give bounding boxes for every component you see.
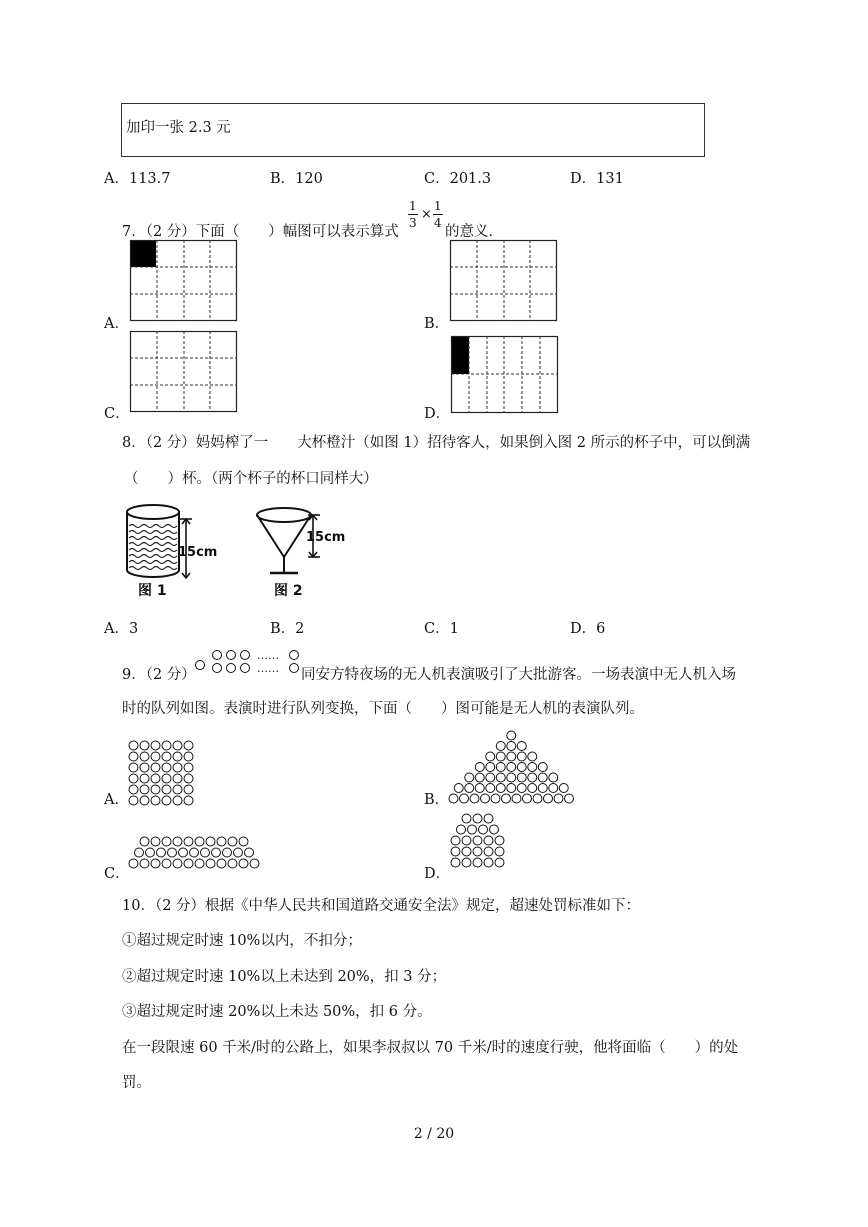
drone-circle [462, 847, 471, 856]
drone-circle [512, 794, 521, 803]
drone-circle [206, 837, 215, 846]
drone-circle [475, 784, 484, 793]
drone-circle [151, 752, 160, 761]
drone-circle [507, 752, 516, 761]
drone-circle [465, 784, 474, 793]
drone-circle [486, 752, 495, 761]
drone-circle [228, 859, 237, 868]
q8-question-line1: 8．（2 分）妈妈榨了一 大杯橙汁（如图 1）招待客人，如果倒入图 2 所示的杯子中，可以倒满 [122, 435, 751, 451]
drone-circle [475, 773, 484, 782]
drone-circle [484, 858, 493, 867]
drone-circle [179, 848, 188, 857]
drone-circle [162, 796, 171, 805]
drone-circle [528, 773, 537, 782]
drone-circle [559, 784, 568, 793]
drone-circle [517, 742, 526, 751]
drone-circle [184, 741, 193, 750]
drone-circle [212, 848, 221, 857]
q9-formation-d[interactable] [450, 813, 520, 879]
drone-circle [528, 752, 537, 761]
drone-circle [157, 848, 166, 857]
drone-circle [490, 825, 499, 834]
drone-circle [195, 837, 204, 846]
q6-option-a[interactable]: A．113.7 [104, 171, 171, 187]
q7-fraction-2: $\frac{1}{4}$ [434, 199, 442, 230]
drone-circle [173, 774, 182, 783]
q6-option-d[interactable]: D．131 [570, 171, 624, 187]
drone-circle [162, 774, 171, 783]
drone-circle [507, 784, 516, 793]
drone-circle [162, 859, 171, 868]
price-box-text: 加印一张 2.3 元 [126, 120, 231, 136]
q9-formation-b[interactable] [448, 730, 588, 804]
drone-circle [462, 836, 471, 845]
q9-dots-bottom: …… [257, 662, 279, 675]
drone-circle [496, 763, 505, 772]
drone-circle [250, 859, 259, 868]
q9-question-line1: 同安方特夜场的无人机表演吸引了大批游客。一场表演中无人机入场 [301, 667, 736, 683]
drone-circle [484, 836, 493, 845]
drone-circle [538, 763, 547, 772]
q10-rule-1: ①超过规定时速 10%以内，不扣分； [122, 933, 362, 949]
drone-circle [184, 796, 193, 805]
drone-circle [151, 796, 160, 805]
q9-option-c-label[interactable]: C． [104, 866, 130, 882]
drone-circle [234, 848, 243, 857]
drone-circle [496, 742, 505, 751]
q7-grid-a[interactable] [130, 240, 238, 322]
drone-circle [457, 825, 466, 834]
drone-circle [495, 858, 504, 867]
drone-circle [470, 794, 479, 803]
drone-circle [517, 752, 526, 761]
drone-circle [140, 752, 149, 761]
q7-grid-b[interactable] [450, 240, 558, 322]
q9-option-d-label[interactable]: D． [424, 866, 451, 882]
shaded-cell [130, 240, 156, 267]
drone-circle [129, 859, 138, 868]
q8-figure2-caption: 图 2 [274, 583, 303, 599]
drone-circle [129, 796, 138, 805]
q6-option-c[interactable]: C．201.3 [424, 171, 492, 187]
drone-circle [173, 859, 182, 868]
drone-circle [544, 794, 553, 803]
drone-circle [502, 794, 511, 803]
q10-rule-3: ③超过规定时速 20%以上未达 50%，扣 6 分。 [122, 1004, 432, 1020]
drone-circle [135, 848, 144, 857]
drone-circle [151, 837, 160, 846]
drone-circle [140, 763, 149, 772]
price-box [121, 103, 705, 157]
drone-circle [507, 731, 516, 740]
drone-circle [129, 752, 138, 761]
drone-circle [496, 752, 505, 761]
q9-option-a-label[interactable]: A． [104, 792, 129, 808]
shaded-cell [451, 336, 469, 374]
q7-option-c-label[interactable]: C． [104, 406, 130, 422]
drone-circle [173, 796, 182, 805]
drone-circle [523, 794, 532, 803]
drone-circle [486, 784, 495, 793]
drone-circle [475, 763, 484, 772]
drone-circle [517, 773, 526, 782]
drone-circle [495, 836, 504, 845]
q9-question-line2: 时的队列如图。表演时进行队列变换，下面（ ）图可能是无人机的表演队列。 [122, 701, 644, 717]
drone-circle [449, 794, 458, 803]
drone-circle [451, 858, 460, 867]
drone-circle [151, 763, 160, 772]
drone-circle [496, 784, 505, 793]
q9-formation-a[interactable] [128, 740, 208, 804]
drone-circle [486, 763, 495, 772]
q7-question-suffix: 的意义． [445, 224, 503, 240]
drone-circle [168, 848, 177, 857]
drone-circle [538, 773, 547, 782]
q8-figure1-caption: 图 1 [138, 583, 167, 599]
drone-circle [184, 837, 193, 846]
drone-circle [451, 836, 460, 845]
drone-circle [468, 825, 477, 834]
drone-circle [173, 785, 182, 794]
drone-circle [495, 847, 504, 856]
drone-circle [184, 785, 193, 794]
q10-rule-2: ②超过规定时速 10%以上未达到 20%，扣 3 分； [122, 969, 447, 985]
drone-circle [162, 752, 171, 761]
q10-question-line2: 在一段限速 60 千米/时的公路上，如果李叔叔以 70 千米/时的速度行驶，他将面临（ ）的处 [122, 1040, 739, 1056]
drone-circle [223, 848, 232, 857]
drone-circle [528, 784, 537, 793]
drone-circle [451, 847, 460, 856]
drone-circle [129, 763, 138, 772]
drone-circle [454, 784, 463, 793]
drone-circle [140, 837, 149, 846]
drone-circle [140, 796, 149, 805]
drone-circle [528, 763, 537, 772]
drone-circle [549, 773, 558, 782]
drone-circle [190, 848, 199, 857]
q7-fraction-1: $\frac{1}{3}$ [409, 199, 417, 230]
q7-times-sign: × [421, 207, 432, 222]
q10-question-line3: 罚。 [122, 1075, 151, 1091]
drone-circle [217, 859, 226, 868]
drone-circle [533, 794, 542, 803]
drone-circle [481, 794, 490, 803]
q10-question-line1: 10．（2 分）根据《中华人民共和国道路交通安全法》规定，超速处罚标准如下： [122, 898, 641, 914]
q6-option-b[interactable]: B．120 [270, 171, 323, 187]
drone-circle [184, 763, 193, 772]
q7-option-d-label[interactable]: D． [424, 406, 451, 422]
q9-entry-formation [195, 648, 305, 678]
drone-circle [462, 814, 471, 823]
drone-circle [484, 814, 493, 823]
drone-circle [173, 763, 182, 772]
drone-circle [129, 785, 138, 794]
drone-circle [484, 847, 493, 856]
drone-circle [473, 847, 482, 856]
drone-circle [140, 859, 149, 868]
drone-circle [517, 763, 526, 772]
drone-circle [565, 794, 574, 803]
drone-circle [146, 848, 155, 857]
q8-option-c[interactable]: C．1 [424, 621, 459, 637]
drone-circle [140, 774, 149, 783]
drone-circle [201, 848, 210, 857]
q9-formation-c[interactable] [128, 836, 268, 878]
drone-circle [496, 773, 505, 782]
drone-circle [517, 784, 526, 793]
q8-question-line2: （ ）杯。（两个杯子的杯口同样大） [124, 471, 378, 487]
drone-circle [239, 859, 248, 868]
q7-grid-d[interactable] [451, 336, 559, 414]
drone-circle [151, 859, 160, 868]
q7-option-b-label[interactable]: B． [424, 316, 450, 332]
q9-dots-top: …… [257, 649, 279, 662]
drone-circle [491, 794, 500, 803]
drone-circle [538, 784, 547, 793]
drone-circle [184, 752, 193, 761]
drone-circle [228, 837, 237, 846]
drone-circle [140, 741, 149, 750]
drone-circle [217, 837, 226, 846]
drone-circle [486, 773, 495, 782]
drone-circle [173, 837, 182, 846]
drone-circle [549, 784, 558, 793]
drone-circle [554, 794, 563, 803]
drone-circle [195, 859, 204, 868]
q8-figure1-height-label: 15cm [178, 545, 218, 560]
q8-figure2-height-label: 15cm [306, 530, 346, 545]
drone-circle [507, 763, 516, 772]
drone-circle [507, 773, 516, 782]
q7-grid-c[interactable] [130, 331, 238, 413]
drone-circle [479, 825, 488, 834]
drone-circle [465, 773, 474, 782]
drone-circle [162, 763, 171, 772]
drone-circle [140, 785, 149, 794]
q7-question-prefix: 7．（2 分）下面（ ）幅图可以表示算式 [122, 224, 399, 240]
drone-circle [462, 858, 471, 867]
page-number: 2 / 20 [413, 1126, 455, 1142]
drone-circle [184, 859, 193, 868]
drone-circle [473, 836, 482, 845]
q9-question-prefix: 9．（2 分） [122, 667, 196, 683]
drone-circle [151, 774, 160, 783]
drone-circle [173, 741, 182, 750]
drone-circle [162, 785, 171, 794]
drone-circle [162, 837, 171, 846]
drone-circle [473, 814, 482, 823]
drone-circle [184, 774, 193, 783]
q8-option-a[interactable]: A．3 [104, 621, 139, 637]
q8-option-d[interactable]: D．6 [570, 621, 606, 637]
drone-circle [162, 741, 171, 750]
drone-circle [173, 752, 182, 761]
q7-option-a-label[interactable]: A． [104, 316, 129, 332]
drone-circle [206, 859, 215, 868]
q8-option-b[interactable]: B．2 [270, 621, 305, 637]
drone-circle [239, 837, 248, 846]
drone-circle [151, 741, 160, 750]
drone-circle [245, 848, 254, 857]
drone-circle [129, 741, 138, 750]
drone-circle [151, 785, 160, 794]
q9-option-b-label[interactable]: B． [424, 792, 450, 808]
drone-circle [473, 858, 482, 867]
drone-circle [460, 794, 469, 803]
drone-circle [129, 774, 138, 783]
drone-circle [507, 742, 516, 751]
